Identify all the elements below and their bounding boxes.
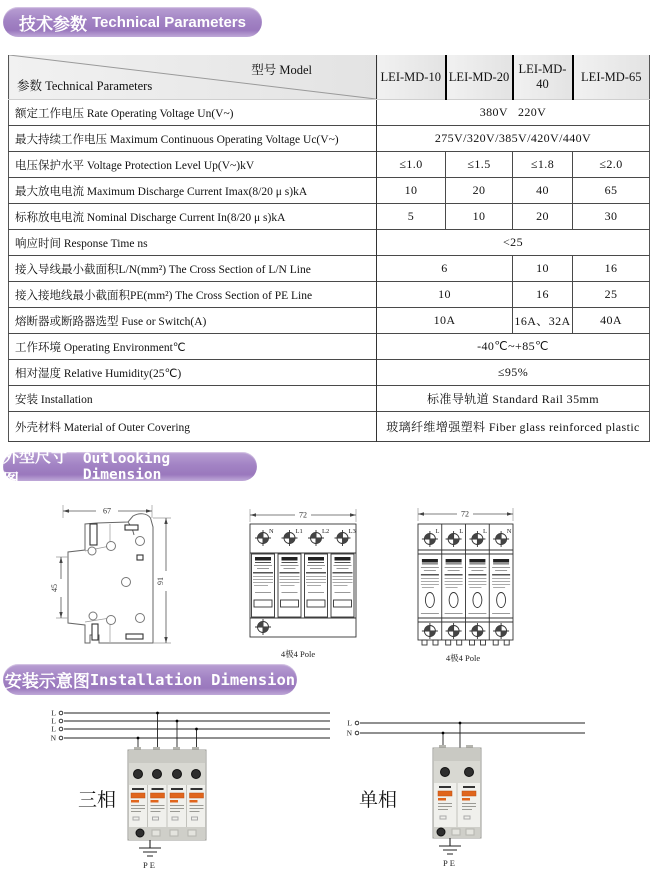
terminal-icon [493, 623, 509, 639]
param-value-cell: 16 [573, 256, 650, 282]
param-value-cell: ≤1.5 [446, 152, 513, 178]
param-value-cell: 10 [377, 282, 513, 308]
param-value-cell: ≤2.0 [573, 152, 650, 178]
dimension-label: 45 [50, 584, 59, 592]
module-print [253, 557, 353, 607]
terminal-label: L1 [295, 528, 303, 535]
param-value-cell: 40 [513, 178, 573, 204]
pole-caption: 4极4 Pole [280, 649, 316, 659]
terminal-label: N [269, 528, 274, 535]
section-title-en: Outlooking Dimension [82, 450, 171, 483]
terminal-label: L [459, 528, 464, 535]
param-value-cell: 10 [446, 204, 513, 230]
param-value-cell: 标准导轨道 Standard Rail 35mm [377, 386, 650, 412]
param-value-cell: 275V/320V/385V/420V/440V [377, 126, 650, 152]
wire-label: N [50, 733, 56, 743]
dimension-label: 72 [299, 510, 307, 520]
dimension-top [63, 505, 152, 518]
table-row [9, 178, 650, 204]
parameters-table [8, 55, 650, 442]
table-corner-cell [9, 55, 377, 100]
wire-label: N [346, 728, 352, 738]
param-value-cell: 6 [377, 256, 513, 282]
param-value-cell: 25 [573, 282, 650, 308]
phase-label: 单相 [358, 790, 398, 811]
terminal-icon [422, 623, 438, 639]
dimension-top [418, 508, 513, 521]
section-header-technical-parameters [3, 7, 262, 37]
param-label-cell: 接入导线最小截面积L/N(mm²) The Cross Section of L/N Line [9, 256, 377, 282]
param-label-cell: 电压保护水平 Voltage Protection Level Up(V~)kV [9, 152, 377, 178]
junction-dot [156, 712, 159, 715]
param-value-cell: ≤1.8 [513, 152, 573, 178]
pole-caption: 4极4 Pole [445, 653, 481, 663]
section-title-en: Technical Parameters [92, 13, 246, 31]
param-value-cell: 10 [513, 256, 573, 282]
param-value-cell: <25 [377, 230, 650, 256]
table-row [9, 386, 650, 412]
param-value-cell: 10A [377, 308, 513, 334]
pe-label: PE [143, 860, 157, 870]
drop-wires [443, 723, 460, 748]
dimension-top [250, 509, 356, 522]
param-value-cell: 40A [573, 308, 650, 334]
model-column-header: LEI-MD-65 [573, 55, 650, 100]
param-label-cell: 响应时间 Response Time ns [9, 230, 377, 256]
installation-diagrams [0, 705, 656, 877]
table-header-row [9, 55, 650, 100]
param-label-cell: 安装 Installation [9, 386, 377, 412]
table-row [9, 126, 650, 152]
dimension-right [153, 518, 171, 643]
param-label-cell: 最大持续工作电压 Maximum Continuous Operating Voltage Uc(V~) [9, 126, 377, 152]
junction-dot [137, 737, 140, 740]
corner-model-label: 型号 Model [251, 63, 312, 77]
param-value-cell: 20 [513, 204, 573, 230]
supply-wires [64, 713, 330, 738]
corner-param-label: 参数 Technical Parameters [17, 79, 153, 93]
device-profile-outline [68, 514, 153, 643]
wire-label: L [347, 718, 352, 728]
param-value-cell: 玻璃纤维增强塑料 Fiber glass reinforced plastic [377, 412, 650, 442]
front-view-4pole-b [405, 503, 521, 668]
param-label-cell: 最大放电电流 Maximum Discharge Current Imax(8/20 μ s)kA [9, 178, 377, 204]
junction-dot [195, 728, 198, 731]
front-view-4pole-a [245, 505, 361, 660]
param-value-cell: -40℃~+85℃ [377, 334, 650, 360]
section-title-en: Installation Dimension [89, 670, 296, 689]
model-column-header: LEI-MD-40 [513, 55, 573, 100]
device-front-outline [250, 524, 356, 637]
table-row [9, 100, 650, 126]
param-label-cell: 工作环境 Operating Environment℃ [9, 334, 377, 360]
table-row [9, 360, 650, 386]
wire-label: L [51, 716, 56, 726]
param-value-cell: 5 [377, 204, 446, 230]
section-title-zh: 外型尺寸图 [3, 448, 68, 489]
terminal-icon [469, 623, 485, 639]
param-label-cell: 熔断器或断路器选型 Fuse or Switch(A) [9, 308, 377, 334]
wire-label: L [51, 708, 56, 718]
wire-label: L [51, 724, 56, 734]
wire-terminal-dot [59, 736, 63, 740]
device-front-outline [418, 524, 513, 645]
phase-label: 三相 [77, 790, 117, 811]
side-view-drawing [40, 500, 180, 652]
dimension-label: 72 [461, 509, 469, 519]
junction-dot [459, 722, 462, 725]
junction-dot [442, 732, 445, 735]
table-row [9, 204, 650, 230]
terminal-label: L3 [348, 528, 356, 535]
table-row [9, 334, 650, 360]
model-column-header: LEI-MD-10 [377, 55, 446, 100]
ground-icon [439, 838, 461, 854]
ground-icon [139, 840, 161, 856]
table-row [9, 152, 650, 178]
single-phase-wiring-diagram [347, 719, 585, 869]
param-label-cell: 外壳材料 Material of Outer Covering [9, 412, 377, 442]
table-row [9, 282, 650, 308]
three-phase-wiring-diagram [51, 709, 330, 871]
param-value-cell: 16 [513, 282, 573, 308]
table-row [9, 230, 650, 256]
pe-label: PE [443, 858, 457, 868]
param-value-cell: ≤1.0 [377, 152, 446, 178]
wire-terminal-dot [59, 711, 63, 715]
param-value-cell: 20 [446, 178, 513, 204]
section-header-outlooking-dimension [3, 448, 257, 489]
param-label-cell: 相对湿度 Relative Humidity(25℃) [9, 360, 377, 386]
terminal-label: N [506, 528, 512, 535]
section-title-zh: 技术参数 [19, 14, 87, 34]
param-label-cell: 接入接地线最小截面积PE(mm²) The Cross Section of PE Line [9, 282, 377, 308]
section-title-zh: 安装示意图 [4, 672, 90, 691]
terminal-label: L [483, 528, 487, 535]
supply-wires [360, 723, 585, 733]
spd-device-photo-4pole [128, 747, 206, 840]
param-label-cell: 标称放电电流 Nominal Discharge Current In(8/20 μ s)kA [9, 204, 377, 230]
param-value-cell: 10 [377, 178, 446, 204]
table-row [9, 308, 650, 334]
wire-terminal-dot [59, 727, 63, 731]
param-value-cell: ≤95% [377, 360, 650, 386]
table-row [9, 256, 650, 282]
dimension-label: 67 [103, 506, 111, 516]
model-column-header: LEI-MD-20 [446, 55, 513, 100]
table-row [9, 412, 650, 442]
dimension-left [50, 557, 68, 618]
param-label-cell: 额定工作电压 Rate Operating Voltage Un(V~) [9, 100, 377, 126]
terminal-label: L2 [322, 528, 330, 535]
device-feet [422, 640, 509, 645]
dimension-label: 91 [156, 577, 165, 585]
terminal-icon [446, 623, 462, 639]
param-value-cell: 16A、32A [513, 308, 573, 334]
section-header-installation-dimension [3, 664, 297, 695]
terminal-icon [255, 619, 271, 635]
param-value-cell: 65 [573, 178, 650, 204]
terminal-label: L [435, 528, 440, 535]
drop-wires [138, 713, 197, 750]
spd-device-photo-2pole [433, 745, 481, 838]
wire-terminal-dot [355, 721, 359, 725]
param-value-cell: 30 [573, 204, 650, 230]
junction-dot [176, 720, 179, 723]
wire-terminal-dot [355, 731, 359, 735]
wire-terminal-dot [59, 719, 63, 723]
param-value-cell: 380V 220V [377, 100, 650, 126]
